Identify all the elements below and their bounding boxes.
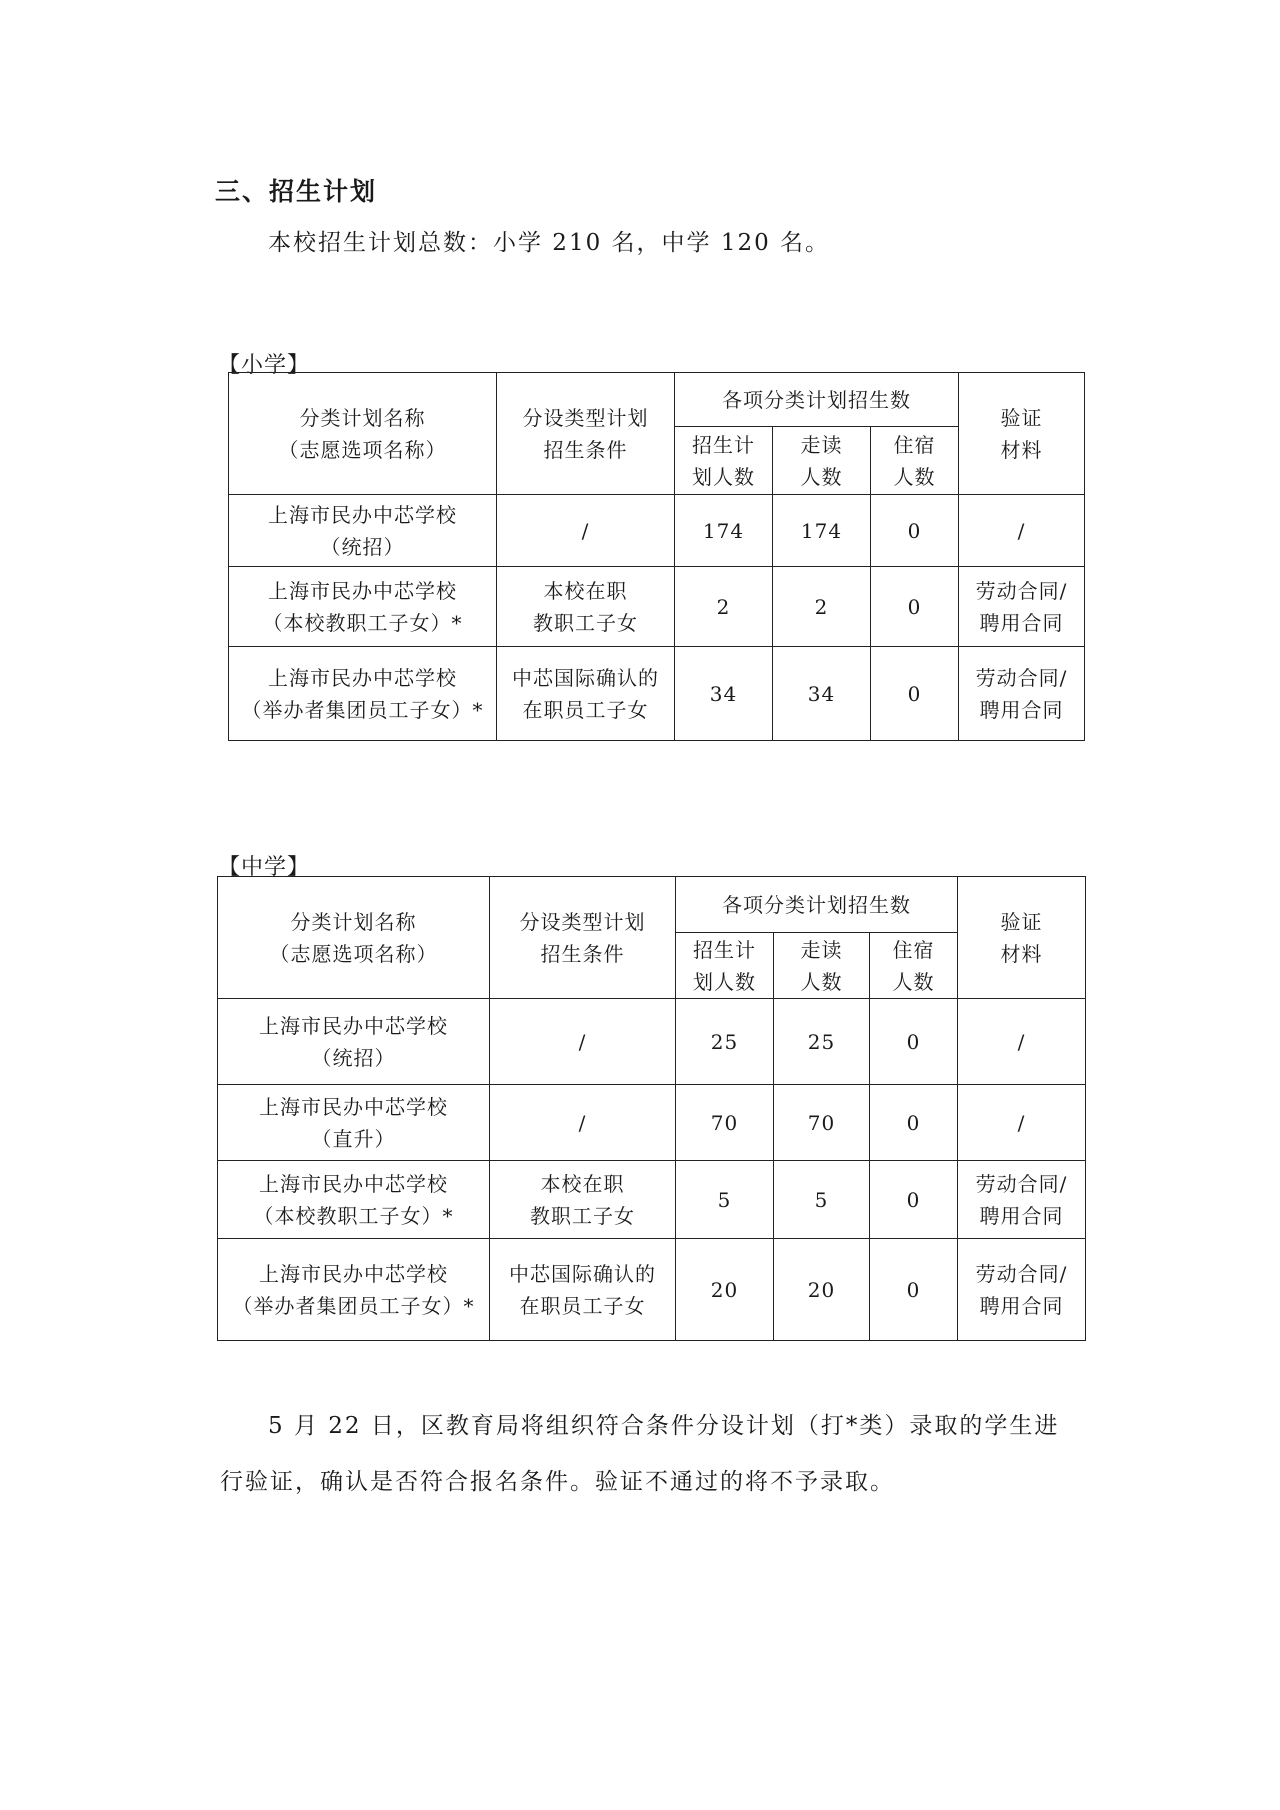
row-day: 5 xyxy=(774,1161,870,1239)
row-day: 25 xyxy=(774,999,870,1085)
row-condition: / xyxy=(497,495,675,567)
row-boarding: 0 xyxy=(870,1239,958,1341)
row-verification: 劳动合同/ 聘用合同 xyxy=(959,647,1085,741)
header-verification: 验证 材料 xyxy=(958,877,1086,999)
middle-plan-table xyxy=(217,876,1086,1341)
header-boarding-count: 住宿 人数 xyxy=(871,427,959,495)
row-condition: 中芯国际确认的 在职员工子女 xyxy=(497,647,675,741)
row-boarding: 0 xyxy=(871,495,959,567)
row-plan: 2 xyxy=(675,567,773,647)
table-row xyxy=(218,1239,1086,1341)
row-day: 174 xyxy=(773,495,871,567)
row-condition: 本校在职 教职工子女 xyxy=(497,567,675,647)
header-condition: 分设类型计划 招生条件 xyxy=(497,373,675,495)
row-boarding: 0 xyxy=(870,1085,958,1161)
row-name: 上海市民办中芯学校 （统招） xyxy=(229,495,497,567)
row-name: 上海市民办中芯学校 （统招） xyxy=(218,999,490,1085)
section-heading: 三、招生计划 xyxy=(215,177,378,206)
row-verification: 劳动合同/ 聘用合同 xyxy=(959,567,1085,647)
header-category-name: 分类计划名称 （志愿选项名称） xyxy=(218,877,490,999)
row-plan: 174 xyxy=(675,495,773,567)
header-enrollment-group: 各项分类计划招生数 xyxy=(676,877,958,933)
header-day-count: 走读 人数 xyxy=(773,427,871,495)
primary-plan-table xyxy=(228,372,1085,741)
row-boarding: 0 xyxy=(870,999,958,1085)
table-row xyxy=(218,1085,1086,1161)
row-plan: 20 xyxy=(676,1239,774,1341)
row-verification: 劳动合同/ 聘用合同 xyxy=(958,1161,1086,1239)
header-category-name: 分类计划名称 （志愿选项名称） xyxy=(229,373,497,495)
row-condition: / xyxy=(490,999,676,1085)
primary-table-label: 【小学】 xyxy=(218,353,311,378)
header-enrollment-group: 各项分类计划招生数 xyxy=(675,373,959,427)
row-verification: / xyxy=(958,999,1086,1085)
header-boarding-count: 住宿 人数 xyxy=(870,933,958,999)
header-plan-count: 招生计 划人数 xyxy=(676,933,774,999)
table-row xyxy=(218,1161,1086,1239)
row-verification: / xyxy=(958,1085,1086,1161)
row-day: 20 xyxy=(774,1239,870,1341)
table-row xyxy=(229,647,1085,741)
header-plan-count: 招生计 划人数 xyxy=(675,427,773,495)
header-row xyxy=(229,373,1085,427)
table-row xyxy=(218,999,1086,1085)
row-boarding: 0 xyxy=(870,1161,958,1239)
table-row xyxy=(229,495,1085,567)
row-verification: / xyxy=(959,495,1085,567)
intro-text: 本校招生计划总数：小学 210 名，中学 120 名。 xyxy=(268,230,831,256)
row-boarding: 0 xyxy=(871,647,959,741)
row-condition: 本校在职 教职工子女 xyxy=(490,1161,676,1239)
row-condition: / xyxy=(490,1085,676,1161)
header-day-count: 走读 人数 xyxy=(774,933,870,999)
row-day: 2 xyxy=(773,567,871,647)
row-plan: 25 xyxy=(676,999,774,1085)
header-row xyxy=(218,877,1086,933)
row-plan: 34 xyxy=(675,647,773,741)
row-plan: 5 xyxy=(676,1161,774,1239)
row-verification: 劳动合同/ 聘用合同 xyxy=(958,1239,1086,1341)
row-name: 上海市民办中芯学校 （本校教职工子女）* xyxy=(229,567,497,647)
row-plan: 70 xyxy=(676,1085,774,1161)
header-verification: 验证 材料 xyxy=(959,373,1085,495)
row-boarding: 0 xyxy=(871,567,959,647)
row-condition: 中芯国际确认的 在职员工子女 xyxy=(490,1239,676,1341)
middle-table-label: 【中学】 xyxy=(218,855,311,880)
row-name: 上海市民办中芯学校 （直升） xyxy=(218,1085,490,1161)
closing-paragraph xyxy=(220,1398,1070,1510)
row-day: 34 xyxy=(773,647,871,741)
row-name: 上海市民办中芯学校 （本校教职工子女）* xyxy=(218,1161,490,1239)
table-row xyxy=(229,567,1085,647)
closing-line-2: 验证，确认是否符合报名条件。验证不通过的将不予录取。 xyxy=(245,1469,895,1495)
closing-line-1: 5 月 22 日，区教育局将组织符合条件分设计划（打*类）录取的学生进行 xyxy=(220,1413,1060,1495)
row-name: 上海市民办中芯学校 （举办者集团员工子女）* xyxy=(229,647,497,741)
header-condition: 分设类型计划 招生条件 xyxy=(490,877,676,999)
row-name: 上海市民办中芯学校 （举办者集团员工子女）* xyxy=(218,1239,490,1341)
row-day: 70 xyxy=(774,1085,870,1161)
